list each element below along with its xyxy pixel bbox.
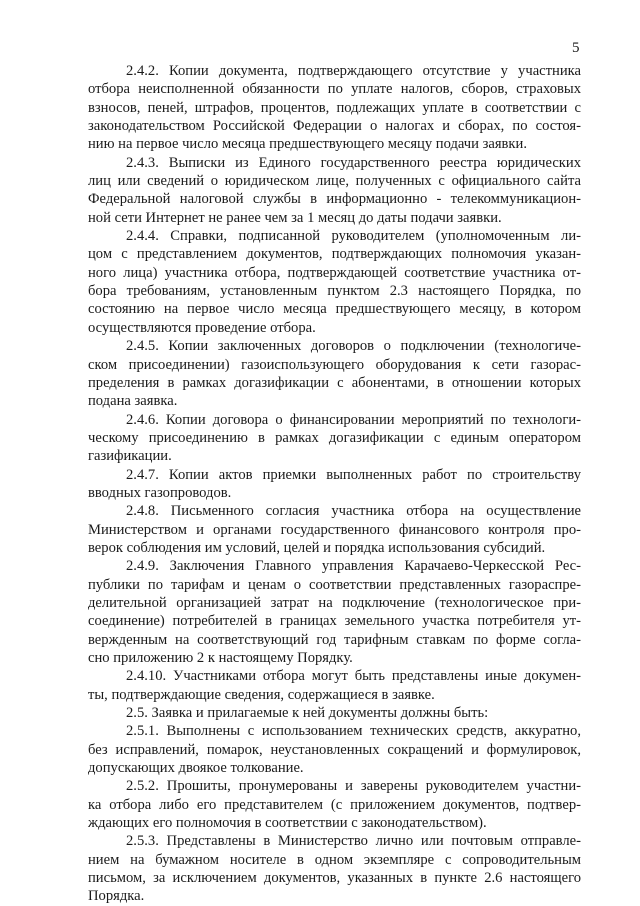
paragraph-2-5 — [88, 704, 581, 722]
text-line: вержденным на соответствующий год тарифным ставкам по форме согла- — [88, 631, 581, 648]
text-line: делительной организацией затрат на подключение (технологическое при- — [88, 594, 581, 611]
text-line: ческому присоединению в рамках догазификации с единым оператором — [88, 429, 581, 446]
text-line: осуществляются проведение отбора. — [88, 319, 316, 336]
text-line: нием на бумажном носителе в одном экземпляре с сопроводительным — [88, 851, 581, 868]
text-line: ском присоединении) газоиспользующего оборудования к сети газорас- — [88, 356, 581, 373]
text-line: 2.4.6. Копии договора о финансировании мероприятий по технологи- — [126, 411, 581, 428]
paragraph-2-4-9 — [88, 557, 581, 667]
text-line: 2.4.2. Копии документа, подтверждающего отсутствие у участника — [126, 63, 581, 79]
paragraph-2-5-1 — [88, 722, 581, 777]
text-line: сно приложению 2 к настоящему Порядку. — [88, 650, 353, 666]
paragraph-2-4-8 — [88, 502, 581, 557]
page-number: 5 — [572, 40, 580, 56]
text-line: 2.4.4. Справки, подписанной руководителем (уполномоченным ли- — [126, 228, 581, 245]
text-line: 2.4.7. Копии актов приемки выполненных работ по строительству — [126, 466, 581, 483]
text-line: 2.4.5. Копии заключенных договоров о подключении (технологиче- — [126, 338, 581, 355]
text-line: ной сети Интернет не ранее чем за 1 месяц до даты подачи заявки. — [88, 209, 502, 226]
text-line: ного лица) участника отбора, подтверждающей соответствие участника от- — [88, 264, 581, 281]
paragraph-2-4-3 — [88, 154, 581, 227]
text-line: взносов, пеней, штрафов, процентов, подлежащих уплате в соответствии с — [88, 99, 581, 116]
paragraph-2-4-6 — [88, 411, 581, 466]
text-line: ка отбора либо его представителем (с приложением документов, подтвер- — [88, 796, 581, 813]
text-line: без исправлений, помарок, неустановленных сокращений и формулировок, — [88, 741, 581, 758]
text-line: Федеральной налоговой службы в информационно - телекоммуникацион- — [88, 191, 581, 208]
text-line: цом с представлением документов, подтверждающих полномочия указан- — [88, 246, 581, 263]
text-line: вводных газопроводов. — [88, 484, 232, 501]
text-line: 2.4.3. Выписки из Единого государственного реестра юридических — [126, 154, 581, 171]
text-line: 2.4.10. Участниками отбора могут быть представлены иные докумен- — [126, 668, 581, 685]
text-line: бора требованиям, установленным пунктом 2.3 настоящего Порядка, по — [88, 283, 581, 300]
text-line: 2.4.9. Заключения Главного управления Карачаево-Черкесской Рес- — [126, 558, 581, 575]
paragraph-2-4-10 — [88, 667, 581, 704]
paragraph-2-4-2 — [88, 62, 581, 154]
paragraph-2-4-7 — [88, 466, 581, 503]
text-line: отбора неисполненной обязанности по уплате налогов, сборов, страховых — [88, 81, 581, 98]
text-line: подана заявка. — [88, 393, 178, 410]
text-line: письмом, за исключением документов, указанных в пункте 2.6 настоящего — [88, 870, 581, 887]
text-line: допускающих двоякое толкование. — [88, 760, 304, 777]
text-line: законодательством Российской Федерации о налогах и сборах, по состоя- — [88, 118, 581, 135]
text-line: 2.4.8. Письменного согласия участника отбора на осуществление — [126, 503, 581, 520]
paragraph-2-5-2 — [88, 777, 581, 832]
text-line: 2.5.1. Выполнены с использованием технических средств, аккуратно, — [126, 723, 581, 740]
text-line: нию на первое число месяца предшествующего месяцу подачи заявки. — [88, 136, 527, 153]
paragraph-2-4-4 — [88, 227, 581, 337]
text-line: пределения в рамках догазификации с абонентами, в отношении которых — [88, 374, 581, 391]
text-line: Министерством и органами государственного финансового контроля про- — [88, 521, 581, 538]
text-line: Порядка. — [88, 888, 145, 905]
text-line: ты, подтверждающие сведения, содержащиеся в заявке. — [88, 686, 435, 703]
paragraph-2-4-5 — [88, 337, 581, 410]
document-body — [88, 62, 581, 906]
text-line: состоянию на первое число месяца предшествующего месяцу, в котором — [88, 301, 581, 318]
text-line: публики по тарифам и ценам о соответствии представленных газораспре- — [88, 576, 581, 593]
text-line: 2.5.3. Представлены в Министерство лично или почтовым отправле- — [126, 833, 581, 850]
text-line: лиц или сведений о юридическом лице, полученных с официального сайта — [88, 173, 581, 190]
text-line: соединение) потребителей в границах земельного участка потребителя ут- — [88, 613, 581, 630]
paragraph-2-5-3 — [88, 832, 581, 905]
text-line: газификации. — [88, 448, 172, 465]
text-line: верок соблюдения им условий, целей и порядка использования субсидий. — [88, 539, 546, 556]
text-line: ждающих его полномочия в соответствии с законодательством). — [88, 815, 487, 832]
text-line: 2.5. Заявка и прилагаемые к ней документы должны быть: — [126, 705, 489, 722]
text-line: 2.5.2. Прошиты, пронумерованы и заверены руководителем участни- — [126, 778, 581, 795]
